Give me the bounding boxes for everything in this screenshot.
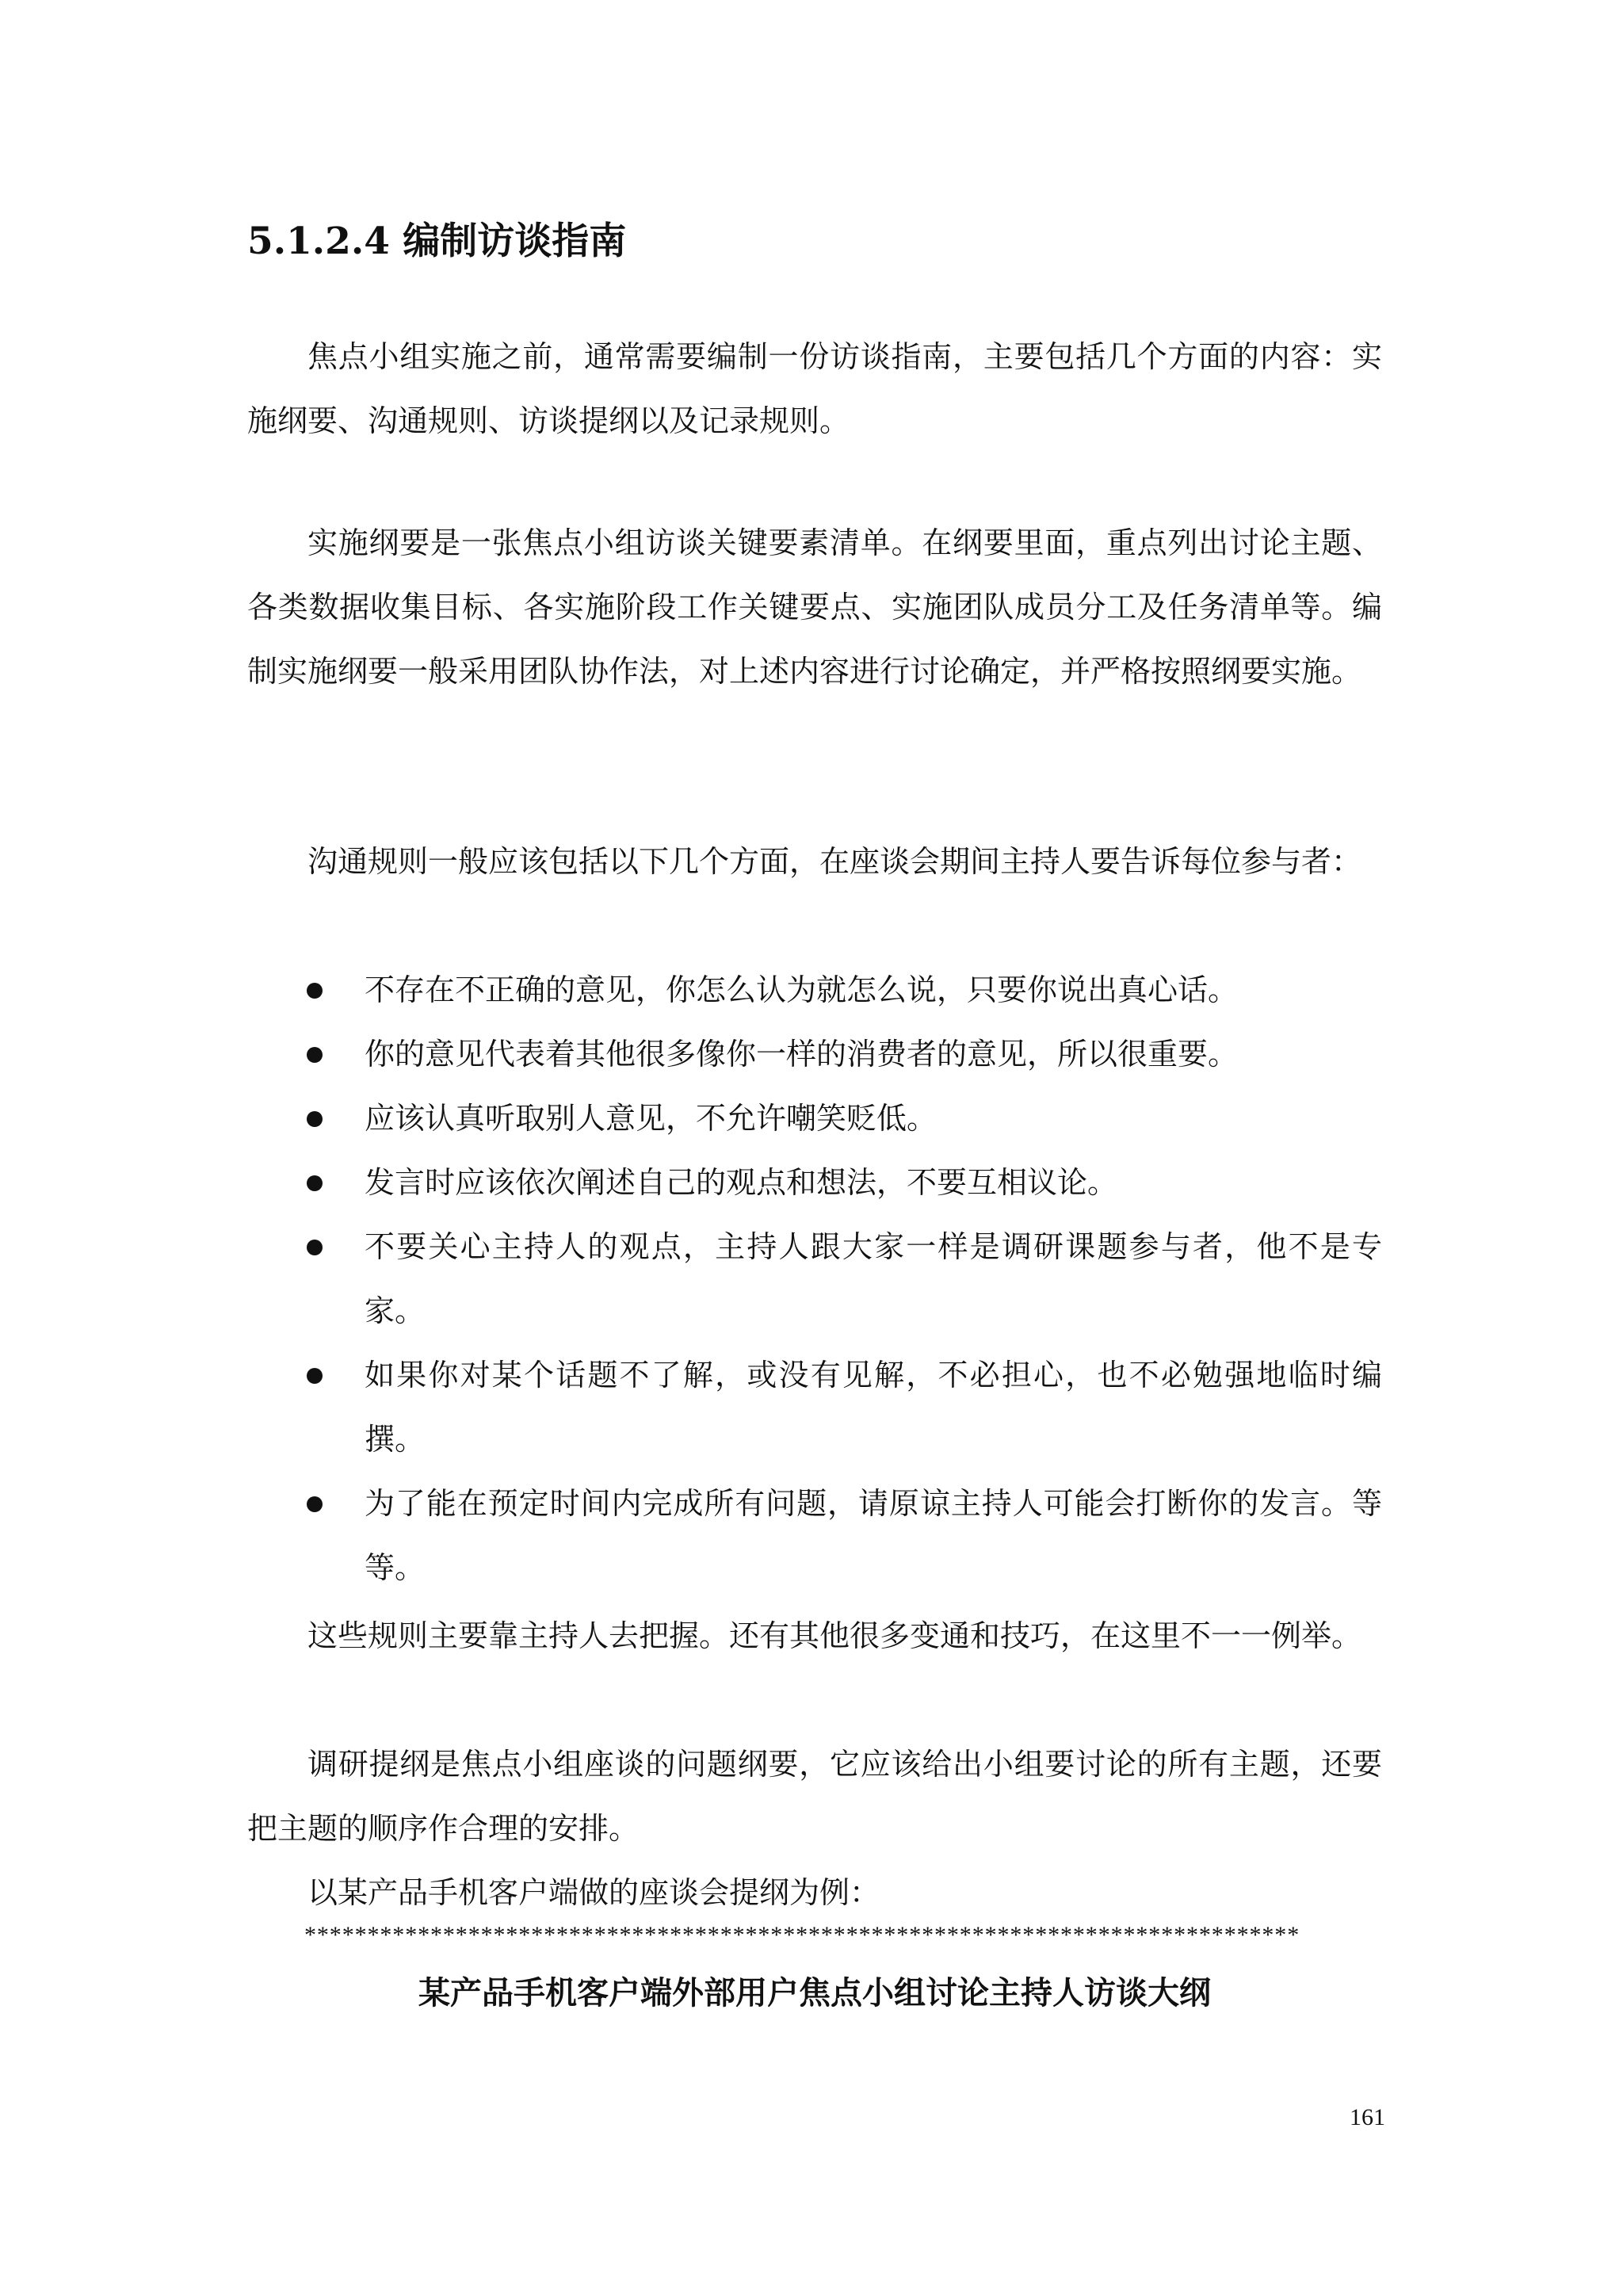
bullet-icon (307, 1175, 323, 1191)
bullet-icon (307, 983, 323, 999)
separator-line: ******************************************************************************* (304, 1922, 1300, 1948)
list-item-text: 应该认真听取别人意见，不允许嘲笑贬低。 (365, 1101, 938, 1136)
paragraph-guide-description: 调研提纲是焦点小组座谈的问题纲要，它应该给出小组要讨论的所有主题，还要把主题的顺序作合理的安排。 (247, 1747, 1382, 1846)
list-item (247, 1151, 1382, 1215)
bullet-icon (307, 1368, 323, 1384)
paragraph-rules-note: 这些规则主要靠主持人去把握。还有其他很多变通和技巧，在这里不一一例举。 (307, 1618, 1362, 1653)
bullet-icon (307, 1496, 323, 1512)
paragraph-example-intro: 以某产品手机客户端做的座谈会提纲为例： (307, 1875, 880, 1910)
paragraph-intro: 焦点小组实施之前，通常需要编制一份访谈指南，主要包括几个方面的内容：实施纲要、沟通规则、访谈提纲以及记录规则。 (247, 339, 1382, 438)
page-number: 161 (1350, 2104, 1385, 2130)
list-item (247, 1472, 1382, 1600)
list-item-text: 不存在不正确的意见，你怎么认为就怎么说，只要你说出真心话。 (365, 972, 1239, 1007)
bullet-icon (307, 1240, 323, 1255)
list-item (247, 1087, 1382, 1151)
list-item (247, 1215, 1382, 1343)
list-item-text: 不要关心主持人的观点，主持人跟大家一样是调研课题参与者，他不是专家。 (365, 1229, 1382, 1328)
example-title: 某产品手机客户端外部用户焦点小组讨论主持人访谈大纲 (418, 1975, 1211, 2011)
list-item (247, 1022, 1382, 1087)
list-item (247, 1343, 1382, 1472)
list-item-text: 为了能在预定时间内完成所有问题，请原谅主持人可能会打断你的发言。等等。 (365, 1486, 1382, 1585)
list-item-text: 发言时应该依次阐述自己的观点和想法，不要互相议论。 (365, 1165, 1118, 1200)
bullet-icon (307, 1047, 323, 1063)
bullet-icon (307, 1111, 323, 1127)
section-heading: 5.1.2.4 编制访谈指南 (247, 220, 627, 263)
list-item-text: 如果你对某个话题不了解，或没有见解，不必担心，也不必勉强地临时编撰。 (365, 1358, 1382, 1457)
rules-list (247, 958, 1382, 1600)
paragraph-rules-intro: 沟通规则一般应该包括以下几个方面，在座谈会期间主持人要告诉每位参与者： (307, 844, 1362, 879)
list-item-text: 你的意见代表着其他很多像你一样的消费者的意见，所以很重要。 (365, 1037, 1239, 1072)
list-item (247, 958, 1382, 1022)
paragraph-outline: 实施纲要是一张焦点小组访谈关键要素清单。在纲要里面，重点列出讨论主题、各类数据收集目标、各实施阶段工作关键要点、实施团队成员分工及任务清单等。编制实施纲要一般采用团队协作法，对上述内容进行讨论确定，并严格按照纲要实施。 (247, 525, 1382, 689)
